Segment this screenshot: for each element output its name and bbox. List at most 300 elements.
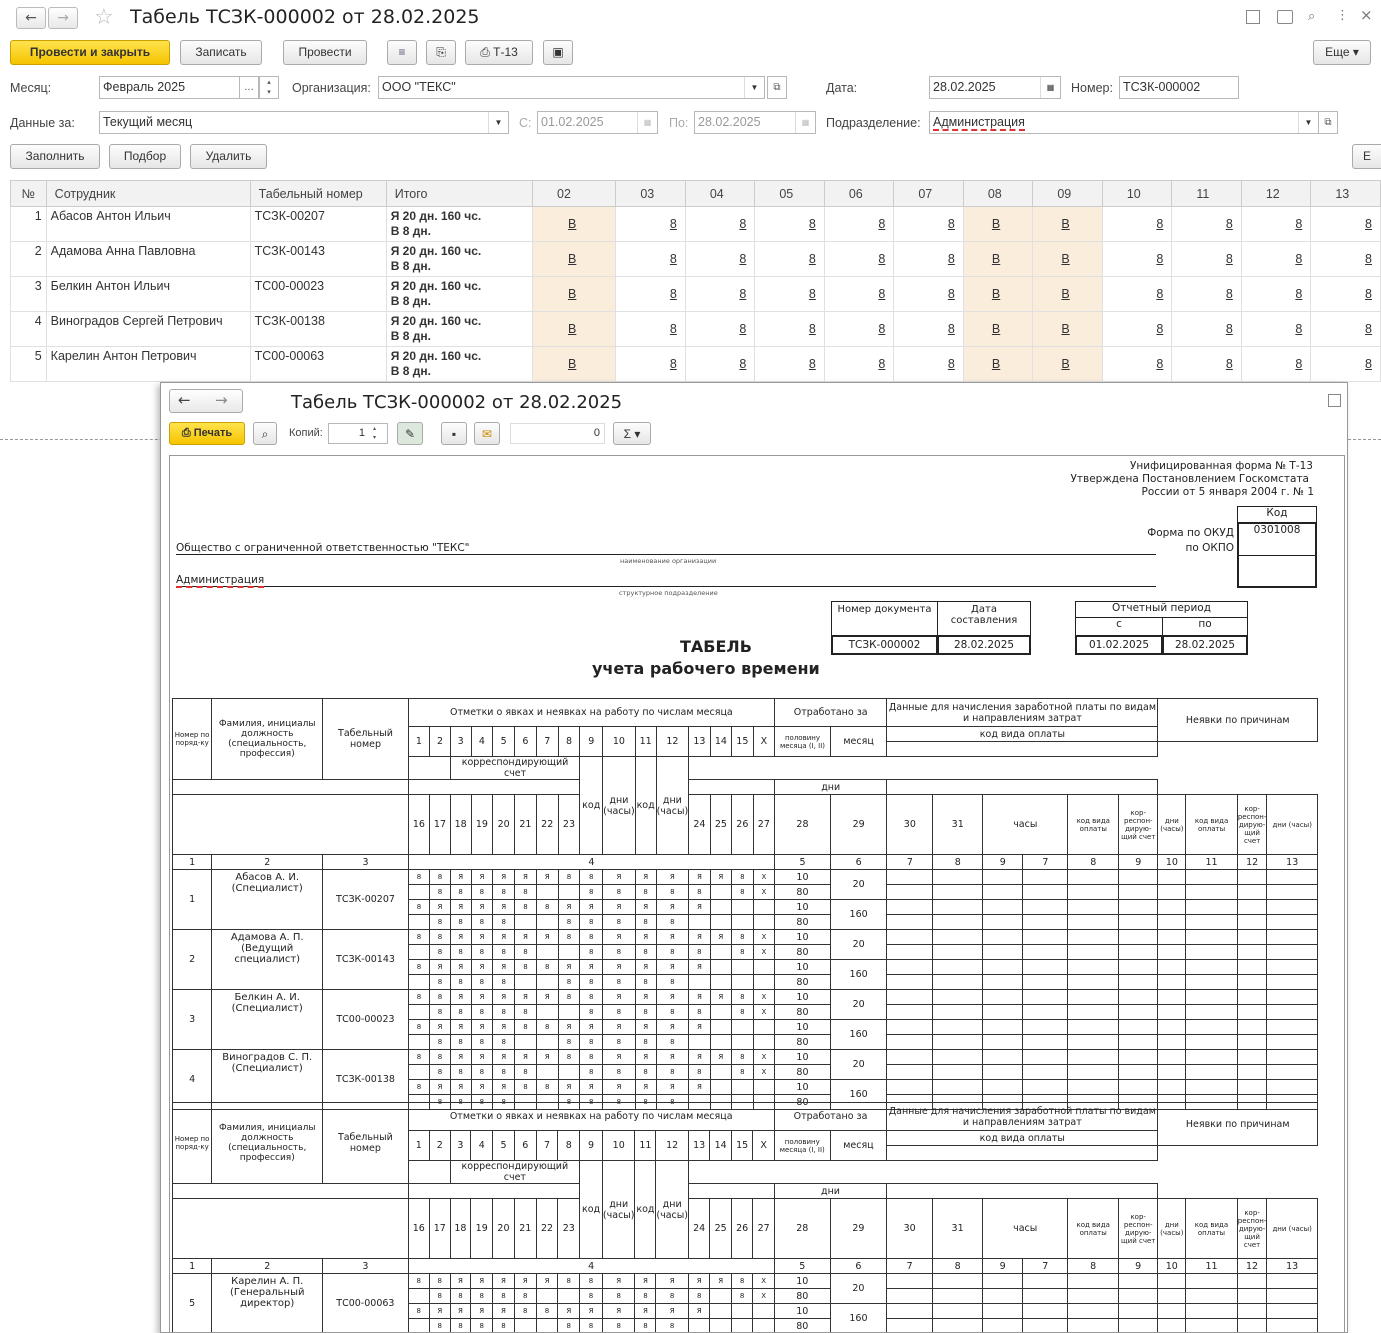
day-mark: 8 (515, 885, 537, 900)
grid-cell[interactable]: В (963, 347, 1033, 382)
grid-cell[interactable]: 8 (755, 242, 825, 277)
grid-cell[interactable]: 1 (11, 207, 47, 242)
org-label: Организация: (292, 81, 371, 95)
blank (1186, 1020, 1238, 1035)
day-mark: 8 (493, 945, 515, 960)
month-spinner[interactable]: ▴ ▾ (259, 76, 279, 99)
day-mark: 8 (430, 1095, 451, 1110)
colnum: 13 (1267, 1259, 1318, 1274)
data-for-label: Данные за: (10, 116, 75, 130)
grid-cell[interactable]: Адамова Анна Павловна (46, 242, 250, 277)
blank (1068, 1289, 1119, 1304)
day-mark: Я (635, 960, 656, 975)
day-mark: Я (493, 1020, 515, 1035)
org-open-icon[interactable]: ⧉ (767, 76, 787, 99)
emp-num: 2 (173, 930, 212, 990)
day-mark (753, 975, 774, 990)
grid-cell[interactable]: 8 (685, 347, 755, 382)
day-mark (536, 1319, 558, 1333)
grid-cell[interactable]: 8 (1311, 312, 1381, 347)
table-row[interactable] (11, 312, 1381, 347)
grid-cell[interactable]: 4 (11, 312, 47, 347)
tabel-title: ТАБЕЛЬ (680, 637, 752, 656)
forward-button[interactable]: → (48, 7, 78, 29)
sigma-label: Σ (623, 427, 632, 441)
blank (1068, 870, 1119, 885)
delete-button[interactable]: Удалить (190, 144, 267, 169)
blank (1186, 990, 1238, 1005)
grid-cell[interactable]: 8 (1241, 312, 1311, 347)
blank (1186, 960, 1238, 975)
day-mark: 8 (408, 990, 429, 1005)
day-num: 21 (515, 795, 537, 855)
pick-button[interactable]: Подбор (109, 144, 181, 169)
print-icon[interactable] (1277, 10, 1293, 24)
day-mark: 8 (450, 915, 471, 930)
day-mark: 8 (580, 870, 603, 885)
day-num: 31 (933, 795, 983, 855)
day-num: 10 (602, 1131, 635, 1161)
day-mark: Я (656, 990, 689, 1005)
day-num: 30 (887, 795, 933, 855)
grid-header-day[interactable]: 10 (1102, 181, 1172, 207)
day-mark: 8 (450, 1005, 471, 1020)
data-for-dropdown-icon[interactable]: ▼ (488, 112, 508, 133)
grid-cell[interactable]: Карелин Антон Петрович (46, 347, 250, 382)
grid-cell[interactable]: ТСЗК-00143 (250, 242, 386, 277)
day-mark (408, 945, 429, 960)
colnum: 7 (887, 1259, 933, 1274)
grid-cell[interactable]: 2 (11, 242, 47, 277)
tabel-subtitle: учета рабочего времени (592, 659, 820, 678)
preview-icon[interactable]: ⌕ (253, 422, 277, 445)
day-mark (689, 915, 710, 930)
day-mark: Я (580, 960, 603, 975)
grid-header-day[interactable]: 02 (533, 181, 616, 207)
emp-fio: Адамова А. П. (Ведущий специалист) (212, 930, 323, 990)
day-mark: 8 (430, 945, 451, 960)
blank (1267, 930, 1318, 945)
grid-cell[interactable]: 8 (1172, 207, 1241, 242)
grid-cell[interactable]: 8 (894, 207, 964, 242)
day-mark: Я (558, 900, 580, 915)
day-mark: 8 (603, 915, 636, 930)
list-icon[interactable]: ≡ (387, 40, 417, 65)
grid-cell[interactable]: В (963, 277, 1033, 312)
grid-cell[interactable]: 8 (1172, 312, 1241, 347)
grid-cell[interactable]: В (963, 312, 1033, 347)
grid-cell[interactable]: 8 (894, 312, 964, 347)
day-mark: Я (603, 1080, 636, 1095)
day-mark: Я (450, 990, 471, 1005)
from-calendar-icon[interactable]: ▦ (637, 112, 657, 133)
grid-header-day[interactable]: 12 (1241, 181, 1311, 207)
grid-cell[interactable]: 8 (1241, 242, 1311, 277)
day-mark: Я (471, 900, 493, 915)
grid-cell[interactable]: В (1033, 347, 1103, 382)
dept-open-icon[interactable]: ⧉ (1318, 111, 1338, 134)
num-header: Номер по поряд-ку (173, 699, 212, 780)
day-mark (408, 1005, 429, 1020)
day-mark: 8 (429, 1289, 450, 1304)
day-num: 30 (887, 1199, 933, 1259)
grid-cell[interactable] (386, 277, 532, 312)
total-line: В 8 дн. (390, 259, 431, 273)
table-row[interactable] (11, 277, 1381, 312)
blank (983, 930, 1023, 945)
day-mark: 8 (603, 1035, 636, 1050)
grid-header-day[interactable]: 03 (616, 181, 686, 207)
grid-cell[interactable]: 8 (755, 312, 825, 347)
blank (1158, 1005, 1186, 1020)
attachment-icon[interactable]: ⎘ (426, 40, 456, 65)
grid-cell[interactable]: 8 (1241, 207, 1311, 242)
data-for-value: Текущий месяц (103, 115, 193, 129)
grid-cell[interactable]: 8 (685, 242, 755, 277)
grid-cell[interactable]: В (533, 347, 616, 382)
blank (1119, 885, 1158, 900)
print-back-button[interactable]: ← (178, 391, 191, 409)
table-row[interactable] (11, 347, 1381, 382)
from-label: С: (519, 116, 532, 130)
day-mark: Я (450, 900, 471, 915)
sum-mode-button[interactable]: Σ ▾ (613, 422, 651, 445)
grid-cell[interactable]: 8 (755, 347, 825, 382)
from-input[interactable] (537, 111, 658, 134)
abs-days-h: дни (часы) (656, 757, 689, 855)
grid-cell[interactable]: 8 (894, 277, 964, 312)
dept-name (176, 574, 1156, 587)
day-mark: 8 (635, 1095, 656, 1110)
month-val: 160 (830, 1020, 886, 1050)
grid-cell[interactable]: ТСЗК-00207 (250, 207, 386, 242)
grid-header-1[interactable]: Сотрудник (46, 181, 250, 207)
grid-cell[interactable]: 3 (11, 277, 47, 312)
day-mark: X (753, 930, 774, 945)
grid-cell[interactable]: 8 (894, 242, 964, 277)
day-mark: 8 (493, 1065, 515, 1080)
grid-header-day[interactable]: 04 (685, 181, 755, 207)
grid-cell[interactable]: 8 (685, 207, 755, 242)
colnum: 12 (1237, 855, 1267, 870)
grid-cell[interactable]: 8 (1311, 242, 1381, 277)
grid-cell[interactable]: 8 (1102, 312, 1172, 347)
colnum: 9 (1119, 1259, 1158, 1274)
email-icon[interactable]: ✉ (474, 422, 500, 445)
grid-cell[interactable]: 8 (1241, 347, 1311, 382)
table-row[interactable] (11, 207, 1381, 242)
day-mark: 8 (580, 990, 603, 1005)
grid-cell[interactable]: В (533, 242, 616, 277)
print-disk-icon[interactable]: ▪ (441, 422, 467, 445)
calendar-report-icon[interactable]: ▣ (543, 40, 573, 65)
day-mark: 8 (430, 990, 451, 1005)
grid-cell[interactable]: Белкин Антон Ильич (46, 277, 250, 312)
more-icon[interactable]: ⋮ (1336, 8, 1349, 23)
dept-name-value: Администрация (176, 574, 265, 586)
blank (1119, 990, 1158, 1005)
grid-cell[interactable] (386, 242, 532, 277)
day-mark: 8 (731, 1274, 752, 1289)
kor-h: кор-респон-дирую-щий счет (1119, 1199, 1158, 1259)
blank (1237, 1035, 1267, 1050)
colnum: 6 (830, 1259, 886, 1274)
grid-cell[interactable]: В (1033, 242, 1103, 277)
grid-cell[interactable] (386, 207, 532, 242)
blank (1237, 990, 1267, 1005)
grid-cell[interactable]: 8 (1102, 242, 1172, 277)
day-mark: Я (493, 1080, 515, 1095)
grid-cell[interactable]: 5 (11, 347, 47, 382)
corr-header: корреспондирующий счет (450, 757, 580, 780)
blank (887, 975, 933, 990)
day-mark: 8 (732, 990, 753, 1005)
day-mark (536, 1005, 558, 1020)
grid-cell[interactable]: 8 (685, 277, 755, 312)
post-button[interactable]: Провести (283, 40, 367, 65)
blank (887, 930, 933, 945)
day-mark: 8 (430, 885, 451, 900)
half-val: 80 (775, 885, 831, 900)
day-mark: 8 (732, 1065, 753, 1080)
grid-header-3[interactable]: Итого (386, 181, 532, 207)
day-mark (753, 1080, 774, 1095)
day-mark: X (753, 945, 774, 960)
day-mark: Я (536, 1050, 558, 1065)
month-select-button[interactable]: ... (239, 76, 259, 99)
day-mark: 8 (471, 1005, 493, 1020)
print-forward-button[interactable]: → (215, 391, 228, 409)
grid-cell[interactable]: В (533, 207, 616, 242)
grid-cell[interactable]: 8 (616, 312, 686, 347)
grid-cell[interactable]: 8 (824, 347, 894, 382)
colnum: 13 (1267, 855, 1318, 870)
blank (933, 1050, 983, 1065)
grid-cell[interactable]: 8 (824, 207, 894, 242)
grid-cell[interactable]: 8 (755, 277, 825, 312)
blank (1267, 1065, 1318, 1080)
grid-cell[interactable]: 8 (616, 347, 686, 382)
search-icon[interactable]: ⌕ (1308, 9, 1316, 24)
half-val: 10 (775, 990, 831, 1005)
print-button[interactable] (169, 422, 245, 445)
edit-mode-icon[interactable]: ✎ (397, 422, 423, 445)
grid-header-day[interactable]: 09 (1033, 181, 1103, 207)
grid-header-0[interactable]: № (11, 181, 47, 207)
blank (1267, 915, 1318, 930)
close-icon[interactable]: × (1360, 6, 1373, 24)
fill-button[interactable]: Заполнить (10, 144, 100, 169)
grid-cell[interactable]: 8 (1102, 347, 1172, 382)
docdate-header: Дата составления (937, 601, 1031, 636)
day-mark: Я (635, 900, 656, 915)
blank (1023, 915, 1068, 930)
day-mark: 8 (558, 930, 580, 945)
grid-cell[interactable]: 8 (1172, 347, 1241, 382)
day-mark: Я (656, 870, 689, 885)
day-mark: 8 (580, 885, 603, 900)
hours-header: часы (983, 795, 1068, 855)
dept-dropdown-icon[interactable]: ▼ (1298, 112, 1318, 133)
grid-header-day[interactable]: 13 (1311, 181, 1381, 207)
grid-cell[interactable]: 8 (616, 277, 686, 312)
org-input[interactable] (378, 76, 765, 99)
blank (1068, 945, 1119, 960)
data-for-select[interactable] (99, 111, 509, 134)
grid-cell[interactable] (386, 312, 532, 347)
grid-header-day[interactable]: 08 (963, 181, 1033, 207)
back-button[interactable]: ← (16, 7, 46, 29)
grid-cell[interactable]: 8 (1102, 207, 1172, 242)
blank (1267, 975, 1318, 990)
grid-cell[interactable]: В (1033, 277, 1103, 312)
grid-header-2[interactable]: Табельный номер (250, 181, 386, 207)
blank (933, 1304, 983, 1319)
day-mark: 8 (558, 1050, 580, 1065)
emp-tab: ТС00-00023 (323, 990, 408, 1050)
paycode-header: код вида оплаты (887, 1131, 1158, 1146)
t13-print-button[interactable] (465, 40, 533, 65)
day-mark: Я (603, 930, 636, 945)
blank (933, 1289, 983, 1304)
blank (1158, 1065, 1186, 1080)
grid-cell[interactable]: В (1033, 207, 1103, 242)
month-val: 20 (830, 990, 886, 1020)
grid-cell[interactable]: 8 (1102, 277, 1172, 312)
grid-cell[interactable]: 8 (1311, 207, 1381, 242)
grid-cell[interactable]: Абасов Антон Ильич (46, 207, 250, 242)
day-mark (536, 1289, 558, 1304)
day-mark: 8 (558, 1035, 580, 1050)
month-label: Месяц: (10, 81, 52, 95)
blank (983, 960, 1023, 975)
blank (1023, 1080, 1068, 1095)
period-to-value: 28.02.2025 (1162, 635, 1248, 655)
blank (1186, 900, 1238, 915)
calendar-icon[interactable]: ▦ (1040, 77, 1060, 98)
grid-cell[interactable]: В (533, 312, 616, 347)
dept-input[interactable] (929, 111, 1319, 134)
day-mark: Я (602, 1274, 635, 1289)
emp-fio: Виноградов С. П. (Специалист) (212, 1050, 323, 1110)
save-icon[interactable] (1246, 10, 1260, 24)
day-mark (408, 1289, 429, 1304)
blank (1023, 1274, 1068, 1289)
grid-cell[interactable]: 8 (824, 242, 894, 277)
blank (1119, 1035, 1158, 1050)
blank (1068, 900, 1119, 915)
number-input[interactable]: ТСЗК-000002 (1119, 76, 1239, 99)
post-and-close-button[interactable]: Провести и закрыть (10, 40, 170, 65)
day-mark: 8 (493, 885, 515, 900)
date-input[interactable] (929, 76, 1061, 99)
grid-cell[interactable] (386, 347, 532, 382)
grid-cell[interactable]: В (963, 207, 1033, 242)
org-dropdown-icon[interactable]: ▼ (744, 77, 764, 98)
grid-cell[interactable]: 8 (1172, 242, 1241, 277)
t13-label: Т-13 (493, 45, 518, 59)
org-name: Общество с ограниченной ответственностью "ТЕКС" (176, 542, 1156, 555)
grid-cell[interactable]: В (1033, 312, 1103, 347)
grid-cell[interactable]: В (963, 242, 1033, 277)
grid-cell[interactable]: 8 (1311, 277, 1381, 312)
print-save-icon[interactable] (1328, 394, 1341, 407)
grid-header-day[interactable]: 05 (755, 181, 825, 207)
grid-cell[interactable]: 8 (824, 277, 894, 312)
month-val: 160 (830, 1304, 886, 1333)
grid-cell[interactable]: 8 (685, 312, 755, 347)
day-mark: X (753, 870, 774, 885)
day-num: 27 (753, 1199, 774, 1259)
grid-cell[interactable]: 8 (1311, 347, 1381, 382)
grid-menu-button[interactable]: E (1352, 144, 1381, 169)
month-input[interactable]: Февраль 2025 (99, 76, 240, 99)
blank (983, 990, 1023, 1005)
day-mark (753, 915, 774, 930)
grid-cell[interactable]: 8 (1172, 277, 1241, 312)
favorite-star-icon[interactable]: ☆ (94, 5, 114, 30)
grid-cell[interactable]: ТС00-00023 (250, 277, 386, 312)
day-mark: Я (688, 1274, 709, 1289)
grid-cell[interactable]: 8 (755, 207, 825, 242)
day-mark: Я (471, 990, 493, 1005)
grid-cell[interactable]: 8 (616, 207, 686, 242)
emp-tab: ТСЗК-00207 (323, 870, 408, 930)
grid-cell[interactable]: 8 (1241, 277, 1311, 312)
grid-header-day[interactable]: 11 (1172, 181, 1241, 207)
blank (1186, 1005, 1238, 1020)
grid-cell[interactable]: 8 (824, 312, 894, 347)
to-input[interactable] (694, 111, 816, 134)
day-mark: 8 (515, 1080, 537, 1095)
day-mark (558, 1065, 580, 1080)
more-button[interactable]: Еще ▾ (1313, 40, 1371, 65)
day-mark (408, 915, 429, 930)
grid-header-day[interactable]: 06 (824, 181, 894, 207)
save-button[interactable]: Записать (180, 40, 262, 65)
blank (1267, 1304, 1318, 1319)
grid-cell[interactable]: Виноградов Сергей Петрович (46, 312, 250, 347)
blank (1267, 960, 1318, 975)
grid-cell[interactable]: 8 (616, 242, 686, 277)
table-row[interactable] (11, 242, 1381, 277)
day-num: 3 (450, 1131, 471, 1161)
paycode-header: код вида оплаты (887, 727, 1158, 742)
day-mark (536, 945, 558, 960)
day-mark: Я (493, 930, 515, 945)
grid-cell[interactable]: ТС00-00063 (250, 347, 386, 382)
day-mark: Я (515, 1050, 537, 1065)
day-mark: 8 (515, 960, 537, 975)
colnum: 1 (173, 855, 212, 870)
fio-header: Фамилия, инициалы должность (специальность, профессия) (212, 699, 323, 780)
day-mark (753, 1020, 774, 1035)
copies-input[interactable]: 1 (328, 423, 388, 444)
blank (1068, 1319, 1119, 1333)
copies-spinner[interactable]: ▴ ▾ (373, 425, 377, 441)
day-mark: Я (536, 990, 558, 1005)
grid-cell[interactable]: 8 (894, 347, 964, 382)
grid-cell[interactable]: ТСЗК-00138 (250, 312, 386, 347)
to-calendar-icon[interactable]: ▦ (795, 112, 815, 133)
blank (1119, 1020, 1158, 1035)
blank (173, 780, 409, 795)
grid-cell[interactable]: В (533, 277, 616, 312)
sum-field[interactable]: 0 (510, 423, 605, 444)
day-mark: X (753, 1274, 774, 1289)
worked-header: Отработано за (775, 699, 887, 727)
grid-header-day[interactable]: 07 (894, 181, 964, 207)
